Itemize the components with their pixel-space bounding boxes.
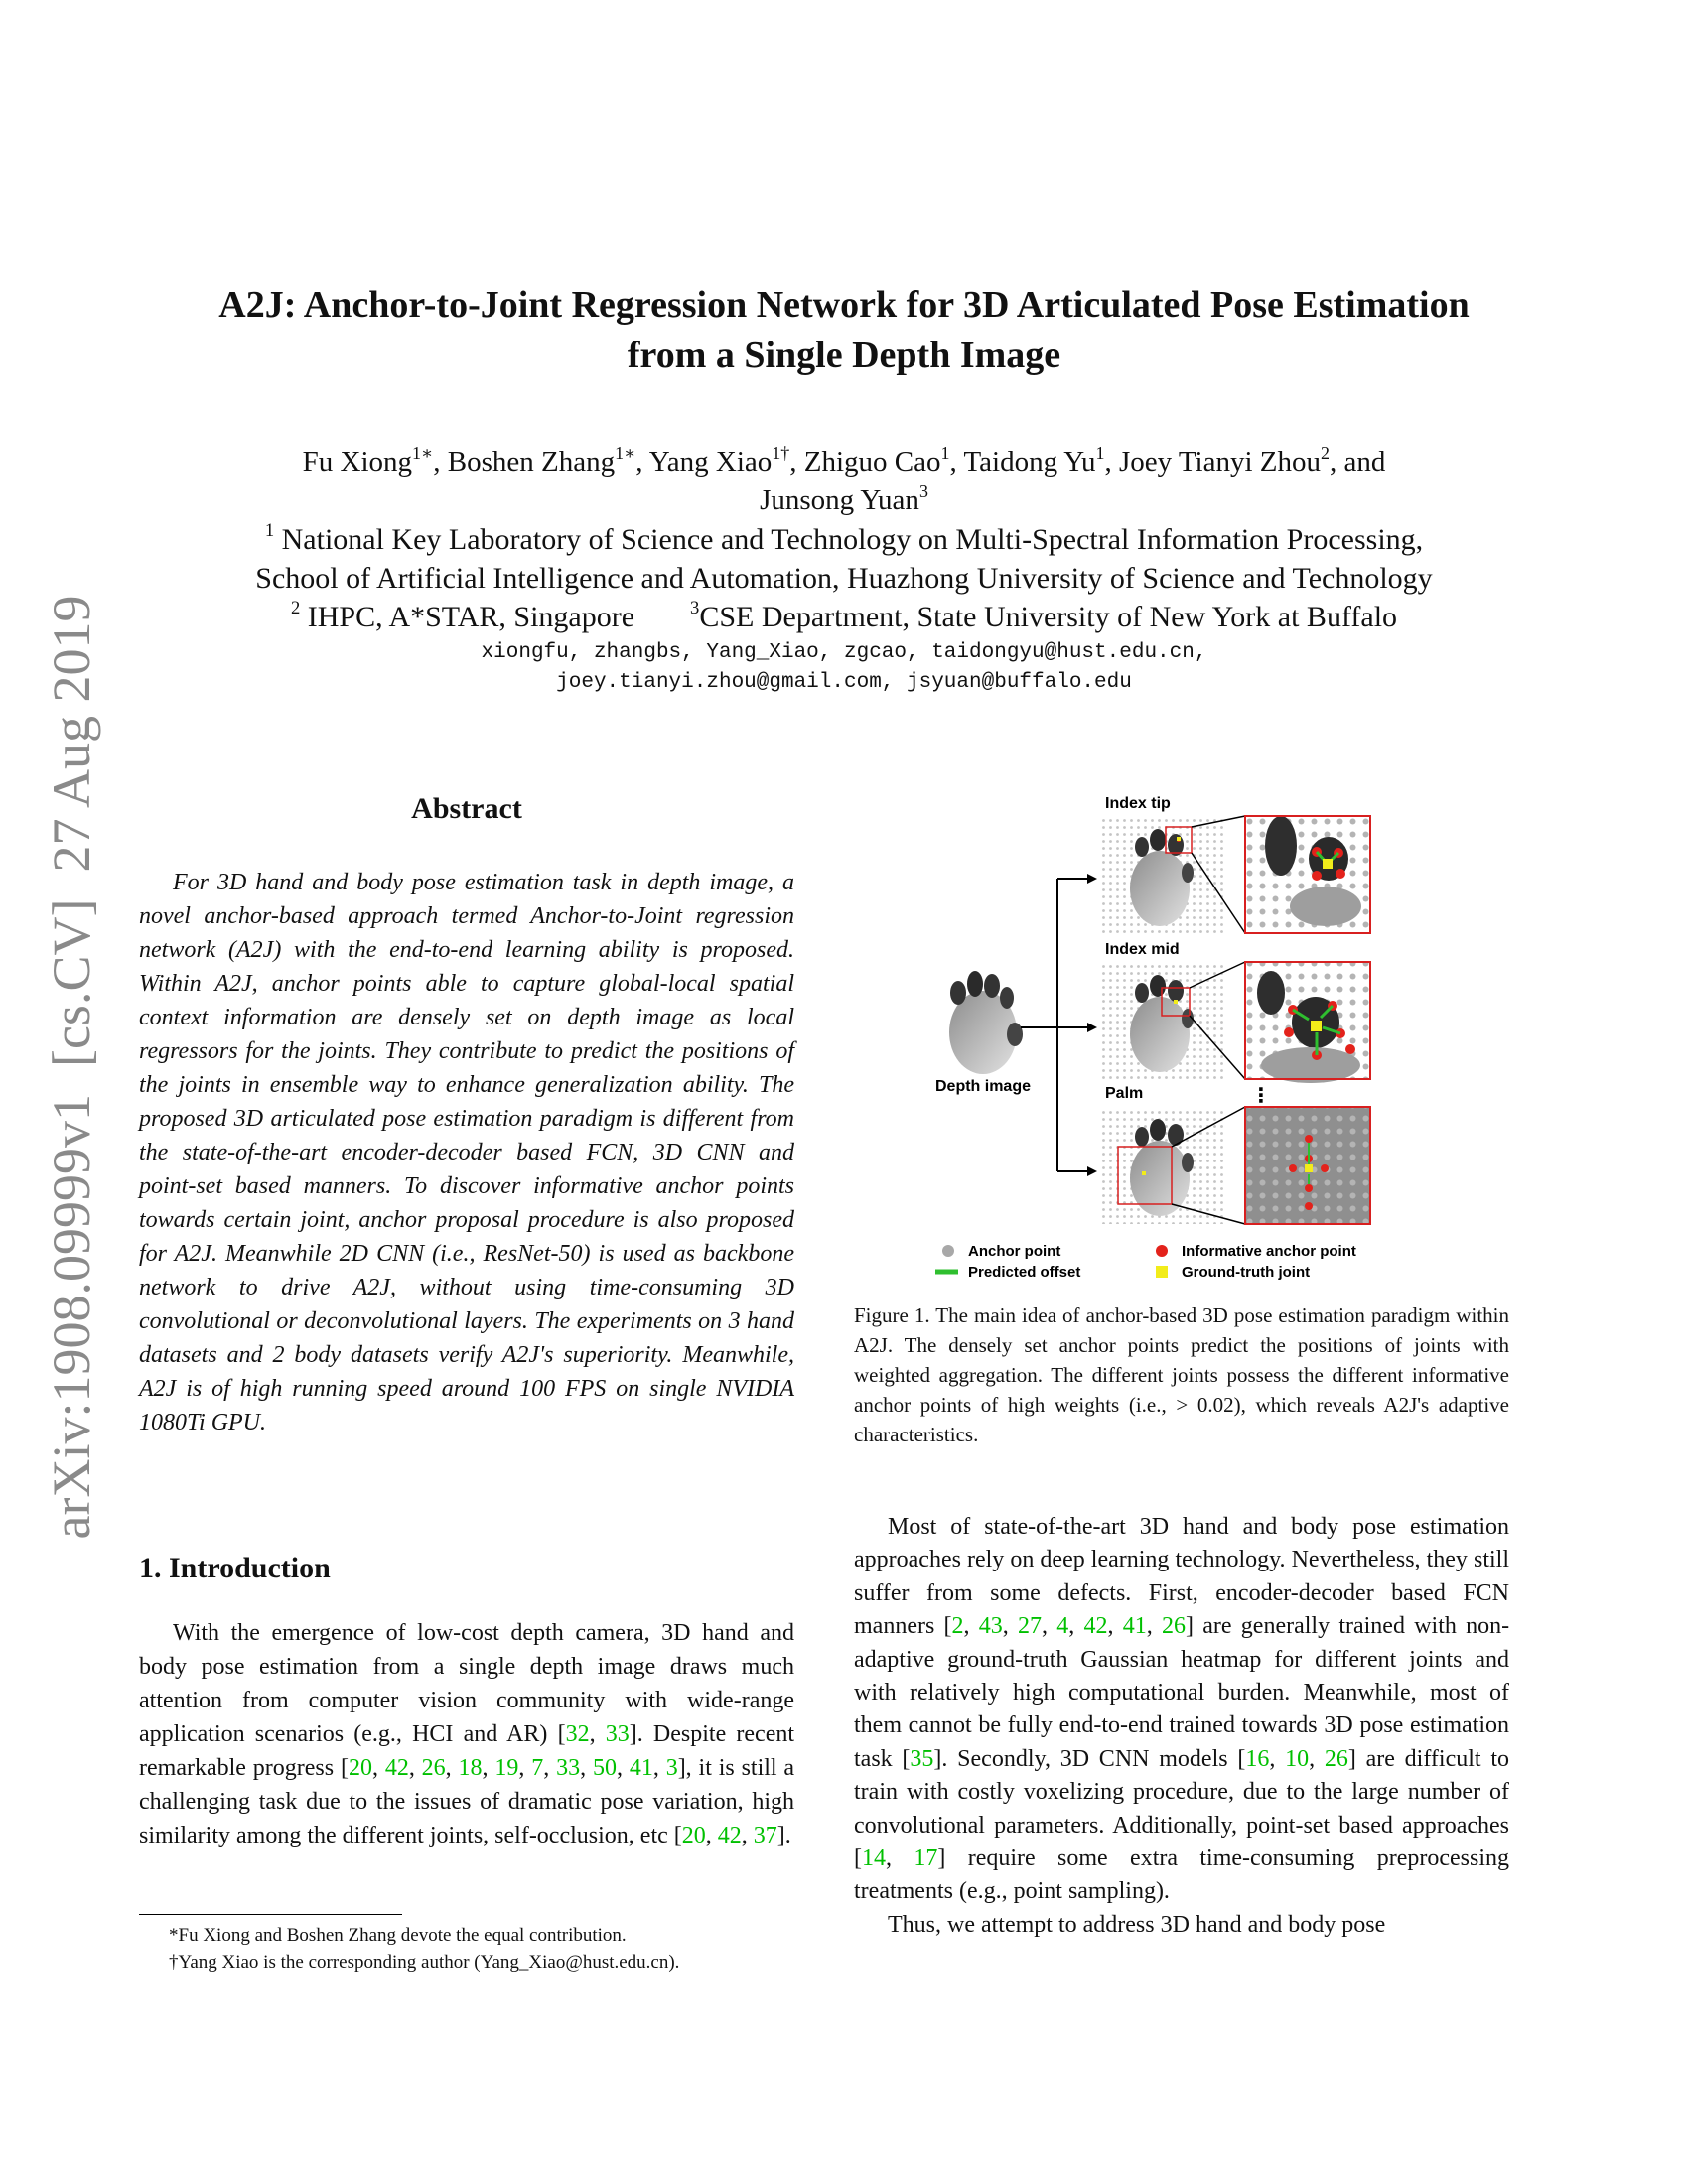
body-text: ]. Secondly, 3D CNN models [	[933, 1745, 1246, 1772]
arxiv-stamp	[2, 571, 126, 1564]
footnote-rule	[139, 1914, 402, 1915]
author: Yang Xiao	[648, 446, 773, 478]
affiliation-line-3	[139, 598, 1549, 636]
author: Zhiguo Cao	[803, 446, 941, 478]
affil-text: National Key Laboratory of Science and Technology on Multi-Spectral Information Processing,	[281, 523, 1424, 556]
author-sup: 1†	[772, 442, 790, 463]
body-text: Most of state-of-the-art 3D hand and body pose estimation approaches rely on deep learning technology. Nevertheless, they still suffer from some defects. First, encoder-decoder based FCN manners [	[854, 1514, 1509, 1640]
citation-link[interactable]: 17	[914, 1845, 938, 1872]
informative-anchor	[1312, 871, 1322, 881]
citation-link[interactable]: 43	[978, 1613, 1003, 1640]
abstract-text: For 3D hand and body pose estimation task in depth image, a novel anchor-based approach termed Anchor-to-Joint regression network (A2J) with the end-to-end learning ability is proposed. Within A2J, anchor points able to capture global-local spatial context information are densely set on depth image as local regressors for the joints. They contribute to predict the positions of the joints in ensemble way to enhance generalization ability. The proposed 3D articulated pose estimation paradigm is different from the state-of-the-art encoder-decoder based FCN, 3D CNN and point-set based manners. To discover informative anchor points towards certain joint, anchor proposal procedure is also proposed for A2J. Meanwhile 2D CNN (i.e., ResNet-50) is used as backbone network to drive A2J, without using time-consuming 3D convolutional or deconvolutional layers. The experiments on 3 hand datasets and 2 body datasets verify A2J's superiority. Meanwhile, A2J is of high running speed around 100 FPS on single NVIDIA 1080Ti GPU.	[139, 870, 794, 1435]
author: Joey Tianyi Zhou	[1118, 446, 1321, 478]
author: Boshen Zhang	[447, 446, 616, 478]
author-sup: 1∗	[412, 442, 434, 463]
flow-arrows	[1021, 879, 1095, 1171]
body-text: ] are difficult to train with costly voxelizing procedure, due to the large number of convolutional parameters. Additionally, point-set based approaches [	[854, 1745, 1509, 1872]
email-line-2: joey.tianyi.zhou@gmail.com, jsyuan@buffalo.edu	[556, 671, 1132, 694]
author-sup: 1	[1095, 442, 1105, 463]
paper-title	[139, 280, 1549, 381]
email-line-1: xiongfu, zhangbs, Yang_Xiao, zgcao, taidongyu@hust.edu.cn,	[481, 641, 1207, 664]
title-line-2: from a Single Depth Image	[627, 335, 1061, 376]
intro-paragraph: With the emergence of low-cost depth camera, 3D hand and body pose estimation from a single depth image draws much attention from computer vision community with wide-range application scenarios (e.g., HCI and AR) [32, 33]. Despite recent remarkable progress [20, 42, 26, 18, 19, 7, 33, 50, 41, 3], it is still a challenging task due to the issues of dramatic pose variation, high similarity among the different joints, self-occlusion, etc [20, 42, 37].	[139, 1620, 795, 1848]
depth-image-hand	[949, 971, 1023, 1074]
arxiv-id: arXiv:1908.09999v1 [cs.CV] 27 Aug 2019	[42, 595, 101, 1540]
affil-sup: 3	[690, 598, 700, 619]
author-sup: 3	[918, 480, 928, 501]
affil-text: IHPC, A*STAR, Singapore	[307, 601, 635, 633]
affil-sup: 2	[290, 598, 301, 619]
legend-anchor-point: Anchor point	[968, 1243, 1061, 1260]
legend-gt-swatch	[1156, 1266, 1168, 1278]
legend-ground-truth-joint: Ground-truth joint	[1182, 1264, 1311, 1281]
legend-anchor-swatch	[942, 1245, 954, 1257]
affiliation-line-2: School of Artificial Intelligence and Automation, Huazhong University of Science and Technology	[255, 562, 1433, 595]
title-line-1: A2J: Anchor-to-Joint Regression Network for 3D Articulated Pose Estimation	[218, 284, 1470, 326]
author-emails	[139, 638, 1549, 698]
footnote-corresponding-author: †Yang Xiao is the corresponding author (Yang_Xiao@hust.edu.cn).	[169, 1952, 680, 1973]
citation-link[interactable]: 16	[1245, 1745, 1270, 1772]
author-sup: 1∗	[615, 442, 636, 463]
legend-informative-swatch	[1156, 1245, 1168, 1257]
paragraph: Thus, we attempt to address 3D hand and body pose	[888, 1911, 1386, 1938]
right-column-text	[854, 1511, 1509, 1942]
citation-link[interactable]: 14	[862, 1845, 886, 1872]
body-text: ], it is still a challenging task due to the issues of dramatic pose variation, high similarity among the different joints, self-occlusion, etc [	[139, 1755, 795, 1848]
author: Taidong Yu	[963, 446, 1096, 478]
footnote-equal-contribution: *Fu Xiong and Boshen Zhang devote the equal contribution.	[169, 1925, 627, 1946]
citation-link[interactable]: 4	[1056, 1613, 1069, 1640]
author-sup: 1	[940, 442, 950, 463]
citation-link[interactable]: 33	[556, 1755, 581, 1781]
author: Fu Xiong	[302, 446, 413, 478]
figure-label-palm: Palm	[1105, 1085, 1144, 1102]
figure-1-caption: Figure 1. The main idea of anchor-based 3D pose estimation paradigm within A2J. The densely set anchor points predict the positions of joints with weighted aggregation. The different joints possess the different informative anchor points of high weights (i.e., > 0.02), which reveals A2J's adaptive characteristics.	[854, 1303, 1509, 1446]
citation-link[interactable]: 50	[592, 1755, 617, 1781]
author-list: Fu Xiong$^{1∗}$, Boshen Zhang$^{1∗}$, Yang Xiao$^{1\dagger}$, Zhiguo Cao$^1$, Taidong Yu$^1$, Joey Tianyi Zhou$^2$, and Junsong Yuan$^3$	[302, 442, 1386, 516]
zoom-palm	[1245, 1107, 1370, 1224]
footnotes	[139, 1922, 794, 1976]
citation-link[interactable]: 3	[665, 1755, 678, 1781]
citation-link[interactable]: 10	[1285, 1745, 1310, 1772]
citation-link[interactable]: 19	[494, 1755, 519, 1781]
affiliations	[139, 520, 1549, 636]
citation-link[interactable]: 42	[384, 1755, 409, 1781]
figure-ellipsis: ⋮	[1251, 1085, 1271, 1107]
citation-link[interactable]: 32	[565, 1721, 590, 1747]
paragraph: Most of state-of-the-art 3D hand and body pose estimation approaches rely on deep learning technology. Nevertheless, they still suffer from some defects. First, encoder-decoder based FCN manners [2, 43, 27, 4, 42, 41, 26] are generally trained with non-adaptive ground-truth Gaussian heatmap for different joints and with relatively high computational burden. Meanwhile, most of them cannot be fully end-to-end trained towards 3D pose estimation task [35]. Secondly, 3D CNN models [16, 10, 26] are difficult to train with costly voxelizing procedure, due to the large number of convolutional parameters. Additionally, point-set based approaches [14, 17] require some extra time-consuming preprocessing treatments (e.g., point sampling).	[854, 1514, 1510, 1905]
ground-truth-joint	[1323, 859, 1333, 869]
body-text: ] require some extra time-consuming preprocessing treatments (e.g., point sampling).	[854, 1845, 1509, 1905]
zoom-index-mid	[1245, 962, 1370, 1083]
panel-palm	[1100, 1107, 1227, 1224]
figure-legend	[935, 1243, 1356, 1281]
body-text: ]. Despite recent remarkable progress [	[139, 1721, 795, 1781]
citation-link[interactable]: 42	[717, 1823, 742, 1848]
citation-link[interactable]: 20	[681, 1823, 706, 1848]
figure-1	[933, 789, 1529, 1296]
body-text: With the emergence of low-cost depth camera, 3D hand and body pose estimation from a single depth image draws much attention from computer vision community with wide-range application scenarios (e.g., HCI and AR) [	[139, 1620, 794, 1747]
citation-link[interactable]: 35	[910, 1745, 934, 1772]
panel-index-tip	[1100, 816, 1227, 933]
abstract-heading: Abstract	[411, 792, 522, 825]
figure-label-index-tip: Index tip	[1105, 795, 1171, 812]
citation-link[interactable]: 18	[458, 1755, 483, 1781]
citation-link[interactable]: 7	[531, 1755, 544, 1781]
citation-link[interactable]: 20	[348, 1755, 372, 1781]
citation-link[interactable]: 27	[1018, 1613, 1043, 1640]
body-text: ].	[776, 1823, 791, 1848]
figure-label-depth-image: Depth image	[934, 1078, 1032, 1095]
citation-link[interactable]: 42	[1083, 1613, 1108, 1640]
affil-sup: 1	[264, 520, 275, 542]
affiliation-line-1	[139, 520, 1549, 559]
citation-link[interactable]: 37	[753, 1823, 777, 1848]
legend-informative-anchor: Informative anchor point	[1182, 1243, 1356, 1260]
author-sup: 2	[1321, 442, 1330, 463]
section-heading-introduction: 1. Introduction	[139, 1552, 331, 1584]
citation-link[interactable]: 26	[1324, 1745, 1348, 1772]
figure-label-index-mid: Index mid	[1105, 941, 1180, 958]
author: Junsong Yuan	[760, 484, 919, 516]
citation-link[interactable]: 41	[629, 1755, 653, 1781]
affil-text: CSE Department, State University of New York at Buffalo	[699, 601, 1398, 633]
legend-predicted-offset: Predicted offset	[968, 1264, 1081, 1281]
citation-link[interactable]: 26	[421, 1755, 446, 1781]
citation-link[interactable]: 2	[951, 1613, 964, 1640]
body-text: ] are generally trained with non-adaptive ground-truth Gaussian heatmap for different joints and with relatively high computational burden. Meanwhile, most of them cannot be fully end-to-end trained towards 3D pose estimation task [	[854, 1613, 1510, 1772]
citation-link[interactable]: 33	[605, 1721, 630, 1747]
zoom-index-tip	[1245, 816, 1370, 933]
informative-anchor	[1336, 869, 1345, 879]
author-and: and	[1343, 446, 1386, 478]
citation-link[interactable]: 41	[1122, 1613, 1147, 1640]
citation-link[interactable]: 26	[1162, 1613, 1187, 1640]
